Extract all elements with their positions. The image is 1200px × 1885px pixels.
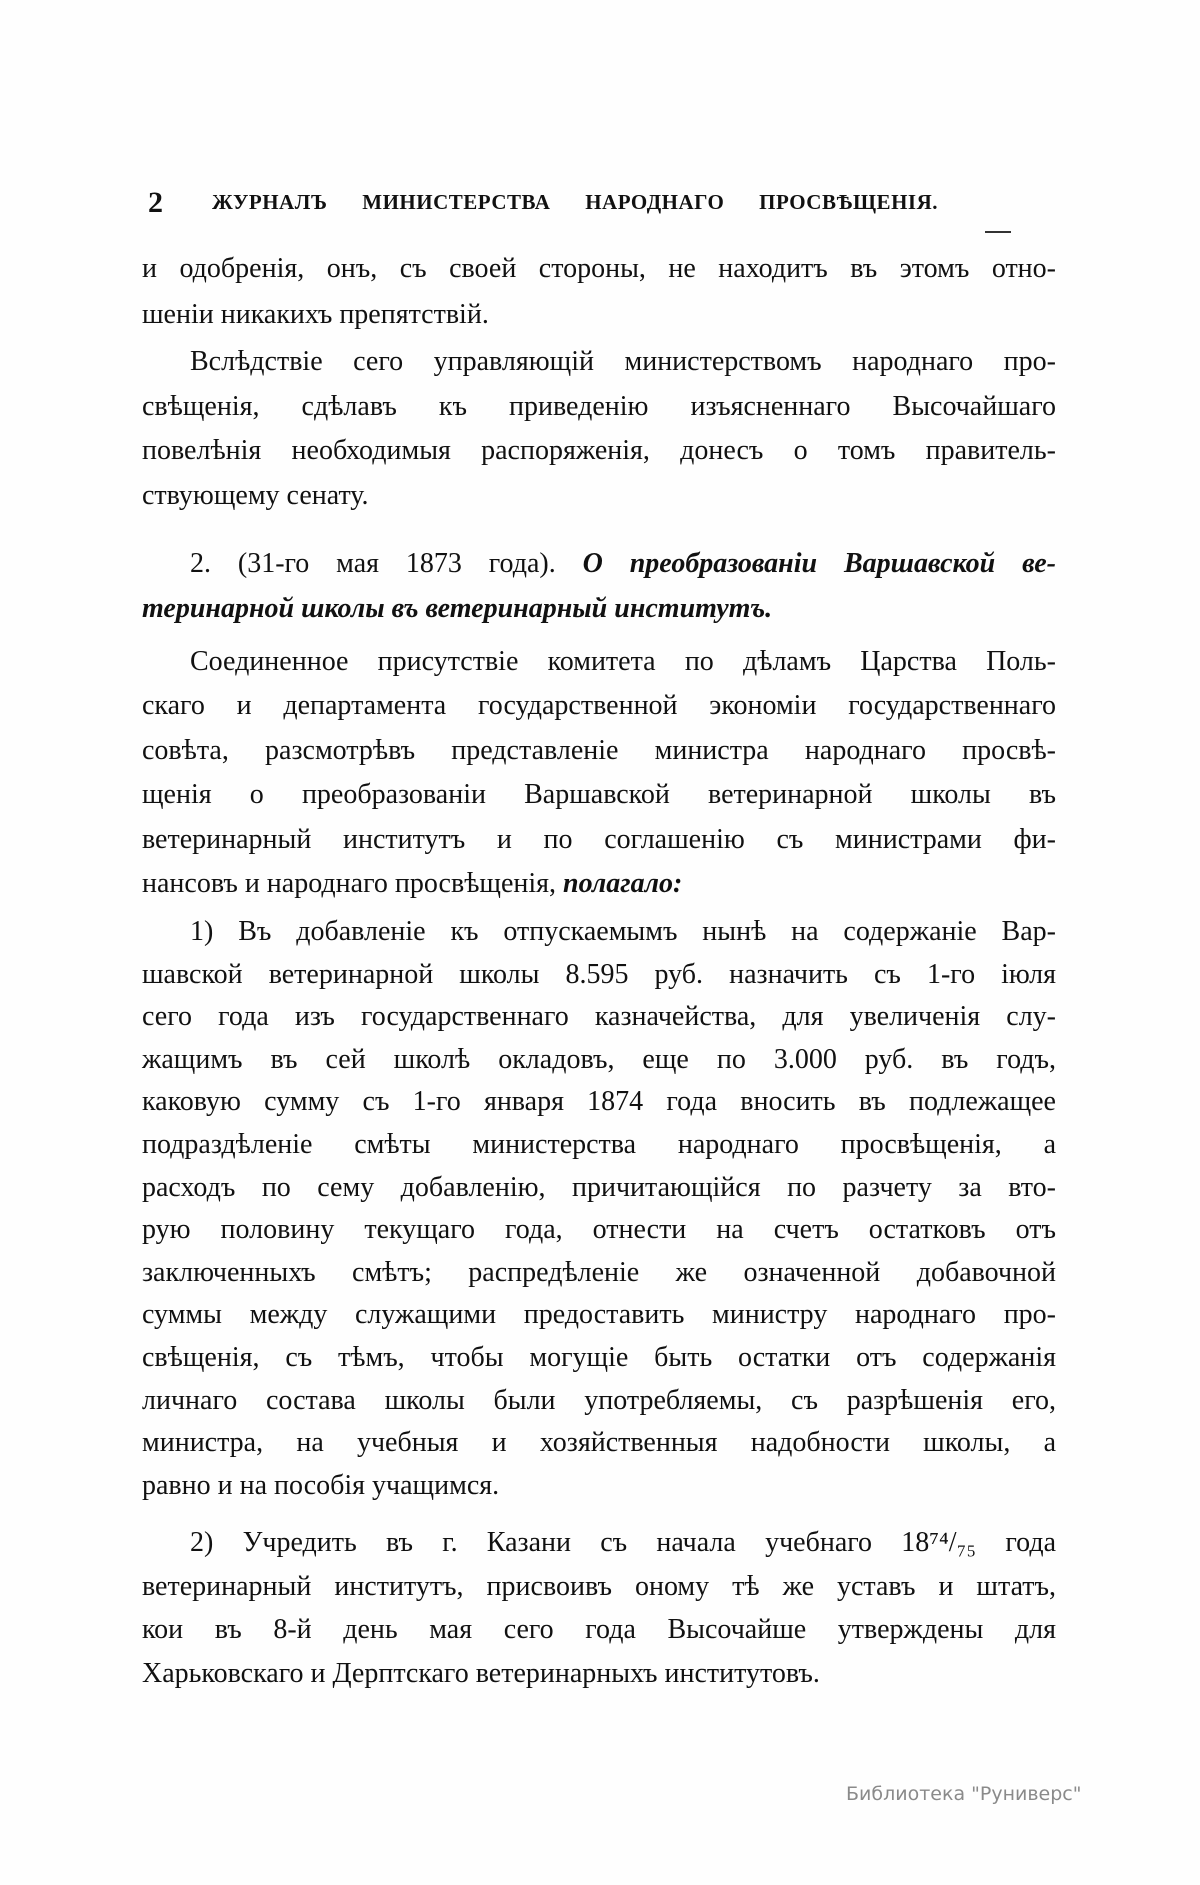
text-line: Соединенное присутствіе комитета по дѣламъ Царства Поль- (190, 646, 1056, 677)
text-line: шавской ветеринарной школы 8.595 руб. назначить съ 1-го іюля (142, 958, 1056, 990)
text-line (142, 592, 1056, 626)
text-line: ветеринарный институтъ и по соглашенію съ министрами фи- (142, 823, 1056, 855)
text-line: щенія о преобразованіи Варшавской ветеринарной школы въ (142, 779, 1056, 811)
text-segment: 2. (31-го мая 1873 года). (190, 548, 583, 579)
text-line: шеніи никакихъ препятствій. (142, 298, 489, 330)
text-line: Харьковскаго и Дерптскаго ветеринарныхъ институтовъ. (142, 1657, 820, 1689)
text-line: рую половину текущаго года, отнести на счетъ остатковъ отъ (142, 1214, 1056, 1246)
text-line: кои въ 8-й день мая сего года Высочайше утверждены для (142, 1614, 1056, 1646)
text-line: расходъ по сему добавленію, причитающійся по разчету за вто- (142, 1171, 1056, 1203)
italic-text: теринарной школы въ ветеринарный институтъ. (142, 592, 773, 624)
text-line: и одобренія, онъ, съ своей стороны, не находитъ въ этомъ отно- (142, 253, 1056, 284)
text-line: жащимъ въ сей школѣ окладовъ, еще по 3.000 руб. въ годъ, (142, 1043, 1056, 1075)
text-line: 2) Учредить въ г. Казани съ начала учебнаго 18⁷⁴/₇₅ года (190, 1527, 1056, 1558)
text-line: совѣта, разсмотрѣвъ представленіе министра народнаго просвѣ- (142, 734, 1056, 766)
running-title: ЖУРНАЛЪ МИНИСТЕРСТВА НАРОДНАГО ПРОСВѢЩЕНІЯ. (212, 190, 938, 214)
text-line: ствующему сенату. (142, 479, 369, 511)
italic-text: полагало: (563, 868, 683, 899)
text-line: 1) Въ добавленіе къ отпускаемымъ нынѣ на содержаніе Вар- (190, 916, 1056, 947)
text-line (142, 867, 1056, 901)
text-line: министра, на учебныя и хозяйственныя надобности школы, а (142, 1427, 1056, 1459)
text-line: свѣщенія, сдѣлавъ къ приведенію изъясненнаго Высочайшаго (142, 390, 1056, 422)
text-line: Вслѣдствіе сего управляющій министерствомъ народнаго про- (190, 346, 1056, 377)
text-line: сего года изъ государственнаго казначейства, для увеличенія слу- (142, 1001, 1056, 1033)
text-line: суммы между служащими предоставить министру народнаго про- (142, 1299, 1056, 1331)
text-segment: нансовъ и народнаго просвѣщенія, (142, 868, 564, 899)
text-line: повелѣнія необходимыя распоряженія, донесъ о томъ правитель- (142, 435, 1056, 466)
text-line: заключенныхъ смѣтъ; распредѣленіе же означенной добавочной (142, 1256, 1056, 1288)
library-watermark: Библиотека "Руниверс" (846, 1783, 1082, 1805)
header-rule-mark (985, 231, 1011, 233)
text-line: личнаго состава школы были употребляемы, съ разрѣшенія его, (142, 1384, 1056, 1416)
text-line (190, 547, 1056, 581)
text-line: свѣщенія, съ тѣмъ, чтобы могущіе быть остатки отъ содержанія (142, 1342, 1056, 1373)
italic-text: О преобразованіи Варшавской ве- (582, 548, 1057, 579)
text-line: ветеринарный институтъ, присвоивъ оному тѣ же уставъ и штатъ, (142, 1570, 1056, 1602)
text-line: равно и на пособія учащимся. (142, 1469, 500, 1501)
page-number: 2 (148, 186, 163, 219)
text-line: каковую сумму съ 1-го января 1874 года вносить въ подлежащее (142, 1086, 1056, 1118)
text-line: скаго и департамента государственной экономіи государственнаго (142, 690, 1056, 722)
text-line: подраздѣленіе смѣты министерства народнаго просвѣщенія, а (142, 1129, 1056, 1160)
